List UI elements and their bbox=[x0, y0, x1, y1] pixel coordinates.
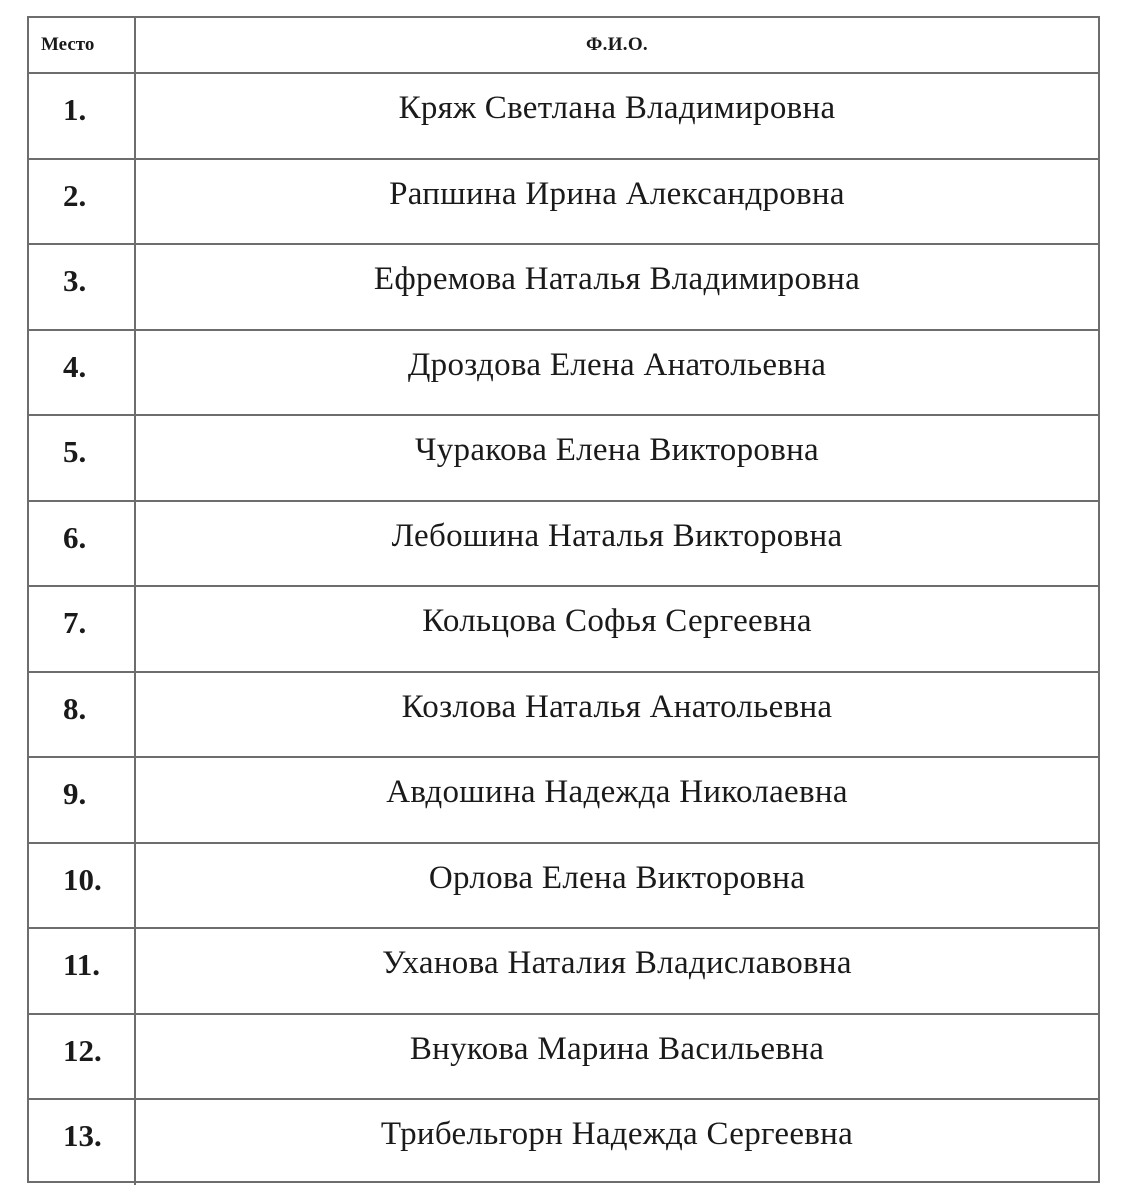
table-row bbox=[29, 331, 1098, 417]
name-cell: Лебошина Наталья Викторовна bbox=[391, 517, 843, 554]
table-row bbox=[29, 673, 1098, 759]
place-cell: 5. bbox=[29, 416, 136, 500]
name-cell: Трибельгорн Надежда Сергеевна bbox=[380, 1116, 854, 1152]
place-cell: 7. bbox=[29, 587, 136, 671]
place-cell: 9. bbox=[29, 758, 136, 842]
name-cell: Рапшина Ирина Александровна bbox=[389, 175, 845, 212]
table-row bbox=[29, 587, 1098, 673]
name-cell: Ефремова Наталья Владимировна bbox=[373, 261, 861, 297]
place-cell: 2. bbox=[29, 160, 136, 244]
results-table bbox=[27, 16, 1100, 1183]
place-cell: 1. bbox=[29, 74, 136, 158]
table-row bbox=[29, 844, 1098, 930]
table-header-row bbox=[29, 18, 1098, 74]
table-row bbox=[29, 758, 1098, 844]
place-cell: 4. bbox=[29, 331, 136, 415]
name-cell: Козлова Наталья Анатольевна bbox=[401, 688, 833, 725]
name-cell: Уханова Наталия Владиславовна bbox=[382, 945, 852, 981]
name-cell: Кольцова Софья Сергеевна bbox=[422, 603, 812, 639]
table-row bbox=[29, 74, 1098, 160]
table-row bbox=[29, 416, 1098, 502]
place-cell: 12. bbox=[29, 1015, 136, 1099]
place-cell: 6. bbox=[29, 502, 136, 586]
name-cell: Кряж Светлана Владимировна bbox=[398, 90, 836, 126]
place-cell: 13. bbox=[29, 1100, 136, 1185]
table-row bbox=[29, 1100, 1098, 1185]
table-row bbox=[29, 502, 1098, 588]
table-row bbox=[29, 160, 1098, 246]
name-cell: Авдошина Надежда Николаевна bbox=[386, 774, 848, 810]
place-cell: 8. bbox=[29, 673, 136, 757]
table-row bbox=[29, 1015, 1098, 1101]
table-row bbox=[29, 245, 1098, 331]
place-cell: 3. bbox=[29, 245, 136, 329]
name-cell: Дроздова Елена Анатольевна bbox=[407, 346, 827, 383]
name-cell: Орлова Елена Викторовна bbox=[428, 859, 806, 896]
place-cell: 10. bbox=[29, 844, 136, 928]
header-place: Место bbox=[29, 18, 136, 72]
header-name: Ф.И.О. bbox=[586, 34, 648, 55]
name-cell: Чуракова Елена Викторовна bbox=[415, 432, 819, 468]
table-row bbox=[29, 929, 1098, 1015]
place-cell: 11. bbox=[29, 929, 136, 1013]
name-cell: Внукова Марина Васильевна bbox=[409, 1030, 825, 1067]
